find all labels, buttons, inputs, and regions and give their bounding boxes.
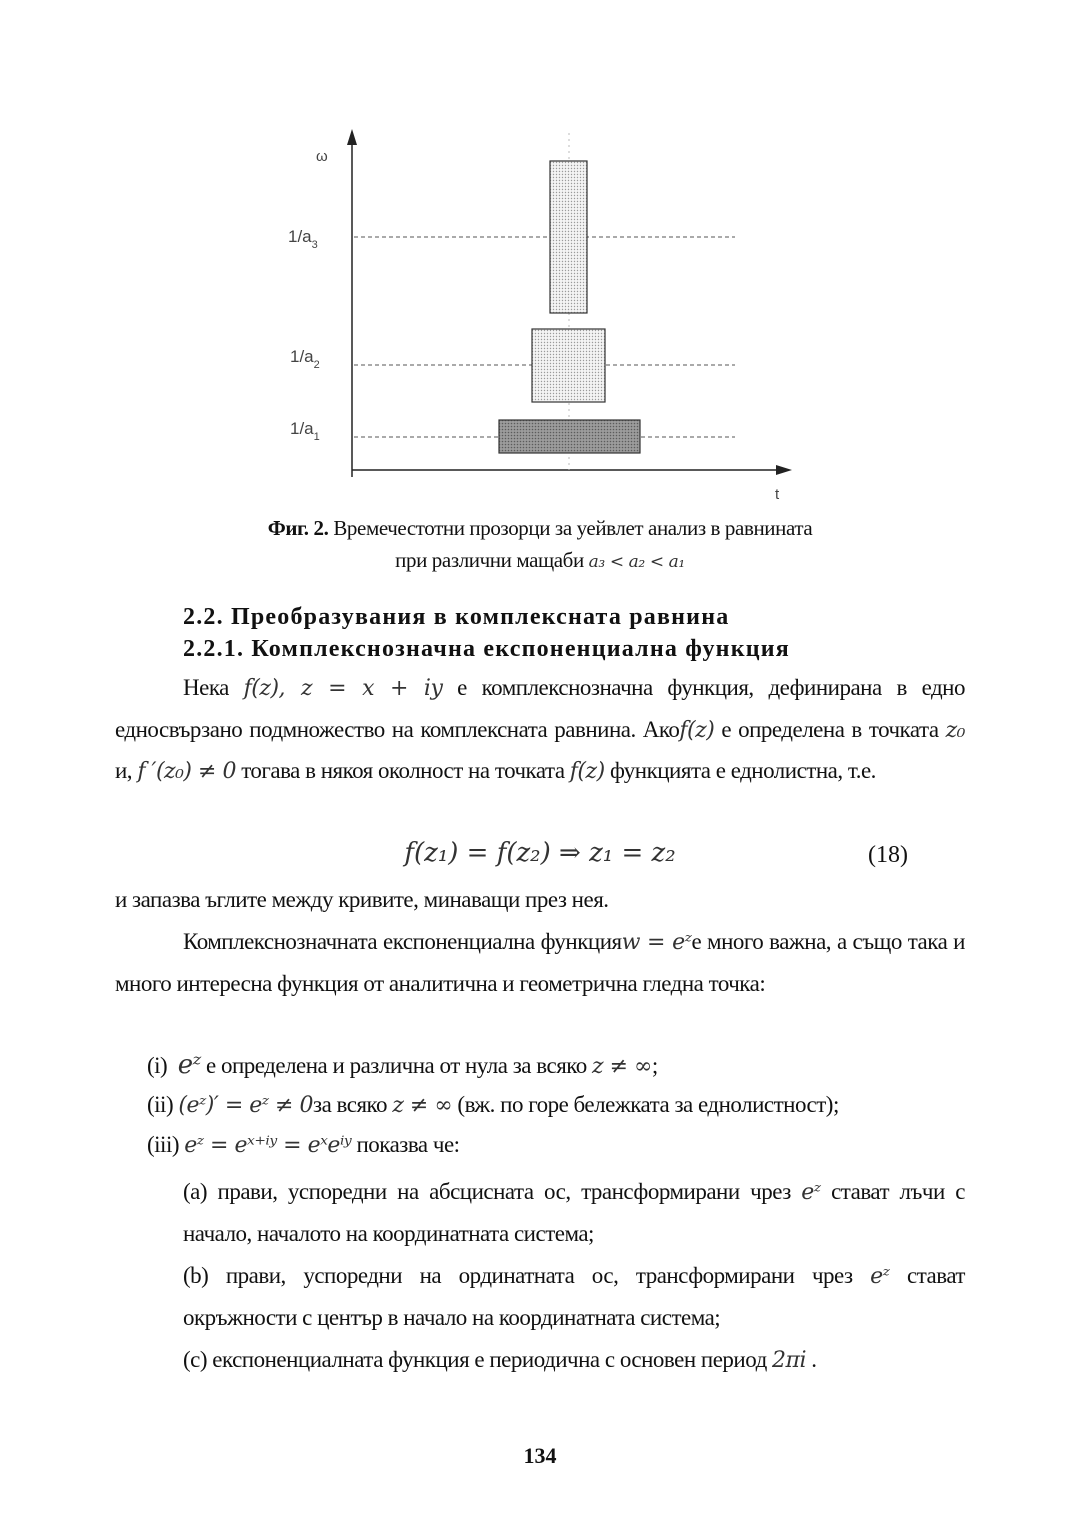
subsection-heading: 2.2.1. Комплекснозначна експоненциална функция — [183, 636, 790, 662]
p1-m4: f ′(z₀) ≠ 0 — [137, 759, 236, 784]
item-i-label: (i) — [147, 1053, 168, 1078]
item-ii-m1: (eᶻ)′ = eᶻ ≠ 0 — [178, 1093, 313, 1118]
y-axis-label: ω — [316, 148, 328, 165]
section-heading: 2.2. Преобразувания в комплексната равнина — [183, 604, 730, 630]
p1-t1: Нека — [183, 675, 244, 700]
item-iii-label: (iii) — [147, 1132, 179, 1157]
item-iii-t1: показва че: — [351, 1132, 460, 1157]
sub-c-t1: (c) експоненциалната функция е периодична с основен период — [183, 1347, 773, 1372]
equation-number: (18) — [868, 842, 908, 868]
level-label-3-sub: 3 — [311, 239, 318, 251]
figure-label: Фиг. 2. — [267, 516, 329, 540]
sub-b-t1: (b) прави, успоредни на ординатната ос, трансформирани чрез — [183, 1263, 871, 1288]
level-label-1-sub: 1 — [313, 431, 320, 443]
item-i — [147, 1050, 658, 1080]
p1-m1: f(z), z = x + iy — [243, 676, 443, 701]
time-frequency-figure — [270, 125, 810, 505]
sub-c-t2: . — [806, 1347, 817, 1372]
item-ii-label: (ii) — [147, 1092, 174, 1117]
p3-t1: Комплекснозначната експоненциална функция — [183, 929, 622, 954]
p1-t2: е комплекснозначна функция, дефинирана в едно едносвързано подмножество на комплексната равнина. Ако — [115, 675, 965, 742]
x-axis-label: t — [775, 486, 780, 503]
p1-m3: z₀ — [945, 717, 965, 743]
sub-b-t2: стават окръжности с център в начало на координатната система; — [183, 1263, 965, 1330]
level-label-1 — [290, 419, 320, 443]
x-axis-arrow — [776, 465, 792, 475]
caption-text: Времечестотни прозорци за уейвлет анализ в равнината — [333, 516, 813, 540]
p1-t3: е определена в точката — [714, 716, 946, 742]
level-label-2 — [290, 347, 320, 371]
item-ii-m2: z ≠ ∞ — [392, 1093, 453, 1118]
level-label-3 — [288, 227, 318, 251]
sub-a-t1: (a) прави, успоредни на абсцисната ос, трансформирани чрез — [183, 1179, 802, 1204]
p3-m1: w = eᶻ — [621, 930, 692, 955]
level-label-1-base: 1/a — [290, 419, 314, 438]
item-ii-t1: за всяко — [312, 1092, 393, 1117]
figure-svg — [270, 125, 810, 505]
page-number: 134 — [523, 1443, 557, 1468]
item-i-t1: е определена и различна от нула за всяко — [200, 1053, 593, 1078]
caption-text-2: при различни мащаби — [395, 548, 584, 572]
figure-caption-line2 — [0, 548, 1080, 573]
item-ii-t2: (вж. по горе бележката за еднолистност); — [452, 1092, 839, 1117]
item-i-t2: ; — [651, 1053, 658, 1078]
item-ii — [147, 1092, 839, 1118]
p1-t6: функцията е еднолистна, т.е. — [604, 758, 876, 783]
paragraph-3 — [115, 922, 965, 1004]
paragraph-1 — [115, 668, 965, 793]
p1-t5: тогава в някоя околност на точката — [235, 758, 570, 783]
paragraph-2: и запазва ъглите между кривите, минаващи през нея. — [115, 887, 609, 912]
item-i-m2: z ≠ ∞ — [592, 1054, 652, 1079]
level-label-2-sub: 2 — [313, 359, 320, 371]
equation-18: f(z₁) = f(z₂) ⇒ z₁ = z₂ — [404, 838, 676, 868]
subitem-a — [183, 1172, 965, 1254]
level-label-3-base: 1/a — [288, 227, 312, 246]
p1-m5: f(z) — [569, 759, 605, 784]
window-a2 — [532, 329, 605, 402]
sub-a-t2: стават лъчи с начало, началото на координатната система; — [183, 1179, 965, 1246]
window-a1 — [499, 420, 640, 453]
p3-t2: е много важна, а също така и много интересна функция от аналитична и геометрична гледна точка: — [115, 929, 965, 996]
subitem-c — [183, 1340, 965, 1382]
subitem-b — [183, 1256, 965, 1338]
p1-m2: f(z) — [679, 717, 715, 743]
p1-t4: и, — [115, 758, 138, 783]
sub-b-m1: eᶻ — [870, 1264, 890, 1289]
figure-caption-line1 — [0, 516, 1080, 541]
sub-c-m1: 2πi — [772, 1348, 807, 1373]
sub-a-m1: eᶻ — [801, 1180, 821, 1205]
item-i-m1: eᶻ — [177, 1050, 201, 1080]
item-iii — [147, 1132, 460, 1158]
y-axis-arrow — [347, 129, 357, 145]
item-iii-m1: eᶻ = eˣ⁺ⁱʸ = eˣeⁱʸ — [184, 1133, 352, 1158]
window-a3 — [550, 161, 587, 313]
level-label-2-base: 1/a — [290, 347, 314, 366]
caption-math: a₃ < a₂ < a₁ — [588, 552, 685, 572]
